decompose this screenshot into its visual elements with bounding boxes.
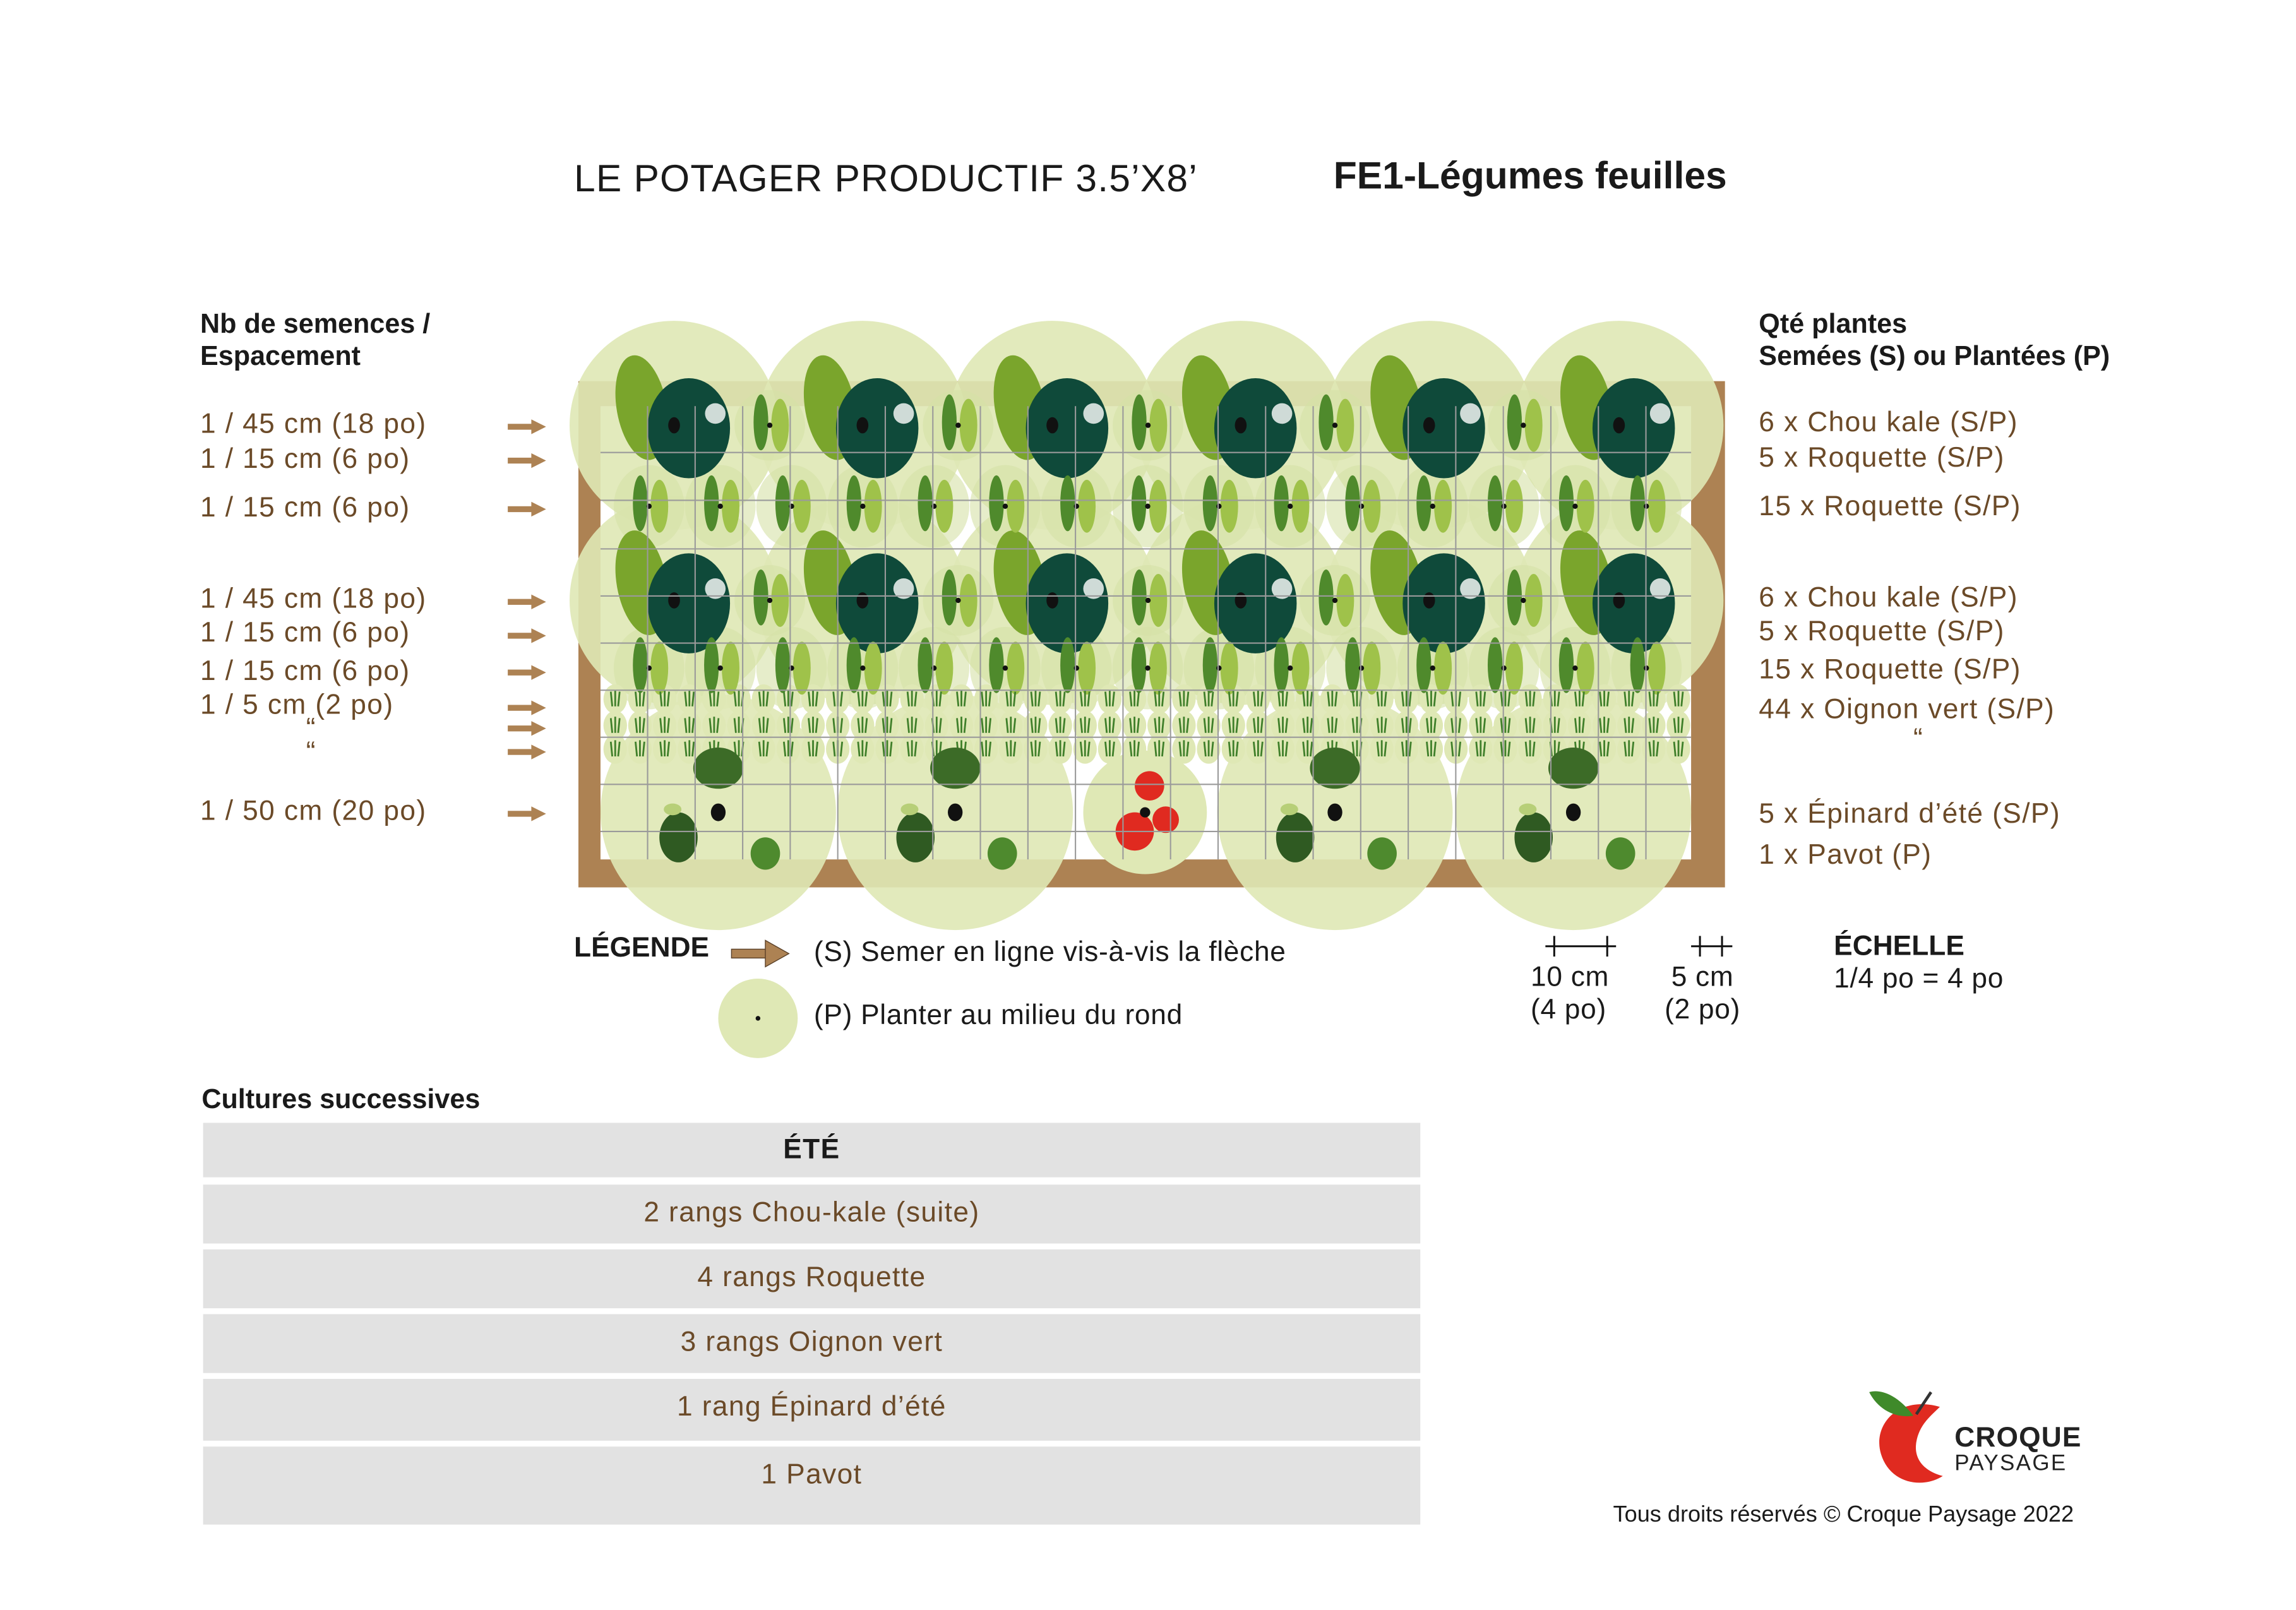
left-spacing-item: 1 / 15 cm (6 po) bbox=[200, 492, 410, 524]
successions-row: 2 rangs Chou-kale (suite) bbox=[203, 1184, 1421, 1243]
left-header-line: Nb de semences / bbox=[200, 307, 431, 339]
scale-title: ÉCHELLE bbox=[1834, 931, 1964, 963]
right-header-line: Semées (S) ou Plantées (P) bbox=[1759, 340, 2110, 371]
successions-header: ÉTÉ bbox=[203, 1123, 1421, 1177]
right-quantity-item: 1 x Pavot (P) bbox=[1759, 840, 1932, 871]
successions-row: 1 Pavot bbox=[203, 1446, 1421, 1525]
left-spacing-item: 1 / 15 cm (6 po) bbox=[200, 617, 410, 649]
successions-row: 3 rangs Oignon vert bbox=[203, 1314, 1421, 1373]
page-subtitle: FE1-Légumes feuilles bbox=[1333, 153, 1727, 198]
right-quantity-item: 15 x Roquette (S/P) bbox=[1759, 491, 2021, 523]
right-quantity-item: 5 x Roquette (S/P) bbox=[1759, 616, 2005, 648]
right-quantity-item: 44 x Oignon vert (S/P) bbox=[1759, 695, 2055, 726]
scale-ratio: 1/4 po = 4 po bbox=[1834, 963, 2004, 995]
leaf-icon bbox=[1869, 1391, 1913, 1416]
legend-sow-text: (S) Semer en ligne vis-à-vis la flèche bbox=[813, 937, 1286, 969]
left-spacing-item: 1 / 45 cm (18 po) bbox=[200, 584, 427, 616]
right-header-line: Qté plantes bbox=[1759, 307, 1908, 339]
left-spacing-item: 1 / 50 cm (20 po) bbox=[200, 796, 427, 827]
left-spacing-item: “ bbox=[306, 713, 316, 745]
left-spacing-item: 1 / 5 cm (2 po) bbox=[200, 690, 394, 722]
left-spacing-item: 1 / 15 cm (6 po) bbox=[200, 444, 410, 475]
right-quantity-item: 6 x Chou kale (S/P) bbox=[1759, 582, 2018, 614]
successions-row: 4 rangs Roquette bbox=[203, 1249, 1421, 1308]
page-title: LE POTAGER PRODUCTIF 3.5’X8’ bbox=[574, 156, 1198, 200]
copyright-footer: Tous droits réservés © Croque Paysage 2022 bbox=[1613, 1502, 2074, 1528]
legend-title: LÉGENDE bbox=[574, 933, 710, 964]
successions-title: Cultures successives bbox=[201, 1083, 481, 1114]
right-quantity-item: “ bbox=[1913, 724, 1924, 755]
logo-line2: PAYSAGE bbox=[1954, 1450, 2067, 1476]
scale-5cm-imperial: (2 po) bbox=[1665, 994, 1741, 1026]
right-quantity-item: 15 x Roquette (S/P) bbox=[1759, 655, 2021, 686]
right-quantity-item: 6 x Chou kale (S/P) bbox=[1759, 407, 2018, 439]
scale-5cm-metric: 5 cm bbox=[1671, 962, 1734, 994]
legend-plant-text: (P) Planter au milieu du rond bbox=[813, 1000, 1183, 1032]
scale-10cm-imperial: (4 po) bbox=[1531, 994, 1606, 1026]
left-spacing-item: 1 / 45 cm (18 po) bbox=[200, 408, 427, 440]
right-quantity-item: 5 x Épinard d’été (S/P) bbox=[1759, 799, 2061, 830]
logo-line1: CROQUE bbox=[1954, 1422, 2082, 1453]
successions-row: 1 rang Épinard d’été bbox=[203, 1379, 1421, 1441]
left-spacing-item: 1 / 15 cm (6 po) bbox=[200, 656, 410, 688]
scale-10cm-metric: 10 cm bbox=[1531, 962, 1610, 994]
left-spacing-item: “ bbox=[306, 737, 316, 768]
right-quantity-item: 5 x Roquette (S/P) bbox=[1759, 443, 2005, 474]
left-header-line: Espacement bbox=[200, 340, 361, 371]
